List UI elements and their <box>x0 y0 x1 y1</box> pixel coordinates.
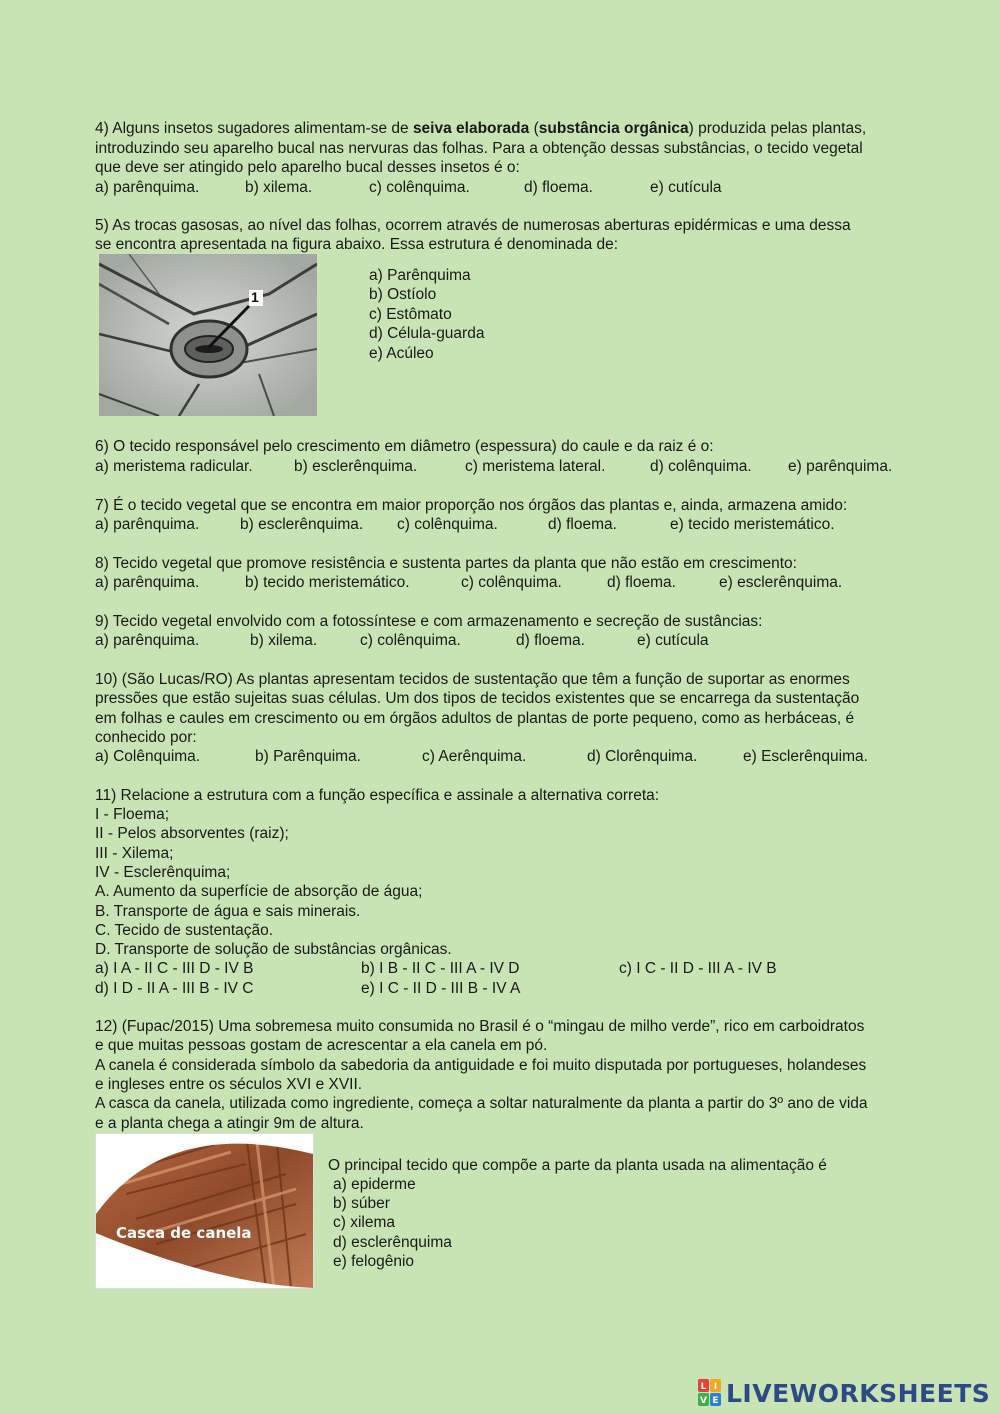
stomata-micrograph <box>99 254 317 416</box>
q10-line4: conhecido por: <box>95 729 197 746</box>
q11-item: A. Aumento da superfície de absorção de água; <box>95 883 423 900</box>
q10-line2: pressões que estão sujeitas suas células. Um dos tipos de tecidos existentes que se encarrega da sustentação <box>95 690 860 707</box>
logo-letter: I <box>713 1382 718 1392</box>
logo-letter: E <box>712 1396 719 1406</box>
q7-option-b[interactable]: b) esclerênquima. <box>240 516 364 533</box>
liveworksheets-logo[interactable] <box>698 1378 990 1408</box>
q7-line1: 7) É o tecido vegetal que se encontra em maior proporção nos órgãos das plantas e, ainda, armazena amido: <box>95 497 848 514</box>
q12-line: A canela é considerada símbolo da sabedoria da antiguidade e foi muito disputada por portugueses, holandeses <box>95 1057 867 1074</box>
q12-prompt: O principal tecido que compõe a parte da planta usada na alimentação é <box>328 1157 827 1174</box>
q8-option-d[interactable]: d) floema. <box>607 574 676 591</box>
q9-line1: 9) Tecido vegetal envolvido com a fotossíntese e com armazenamento e secreção de sustâncias: <box>95 613 763 630</box>
logo-text: LIVEWORKSHEETS <box>726 1378 991 1408</box>
q9-option-c[interactable]: c) colênquima. <box>360 632 461 649</box>
q10-option-d[interactable]: d) Clorênquima. <box>587 748 698 765</box>
q6-option-a[interactable]: a) meristema radicular. <box>95 458 253 475</box>
q11-option-e[interactable]: e) I C - II D - III B - IV A <box>361 980 521 997</box>
q11-line1: 11) Relacione a estrutura com a função específica e assinale a alternativa correta: <box>95 787 660 804</box>
q7-option-e[interactable]: e) tecido meristemático. <box>670 516 835 533</box>
q6-option-d[interactable]: d) colênquima. <box>650 458 752 475</box>
q8-option-b[interactable]: b) tecido meristemático. <box>245 574 410 591</box>
q10-option-b[interactable]: b) Parênquima. <box>255 748 361 765</box>
q10-line1: 10) (São Lucas/RO) As plantas apresentam tecidos de sustentação que têm a função de suportar as enormes <box>95 671 850 688</box>
q10-option-c[interactable]: c) Aerênquima. <box>422 748 527 765</box>
q11-item: IV - Esclerênquima; <box>95 864 231 881</box>
figure-marker: 1 <box>251 289 259 305</box>
q11-item: I - Floema; <box>95 806 170 823</box>
q12-option-e[interactable]: e) felogênio <box>333 1253 415 1270</box>
q8-line1: 8) Tecido vegetal que promove resistência e sustenta partes da planta que não estão em crescimento: <box>95 555 797 572</box>
q11-item: II - Pelos absorventes (raiz); <box>95 825 289 842</box>
q4-option-d[interactable]: d) floema. <box>524 179 593 196</box>
q12-option-d[interactable]: d) esclerênquima <box>333 1234 452 1251</box>
q8-option-c[interactable]: c) colênquima. <box>461 574 562 591</box>
q12-option-a[interactable]: a) epiderme <box>333 1176 416 1193</box>
q5-option-a[interactable]: a) Parênquima <box>369 267 471 284</box>
q6-option-b[interactable]: b) esclerênquima. <box>294 458 418 475</box>
q10-option-a[interactable]: a) Colênquima. <box>95 748 201 765</box>
q5-line1: 5) As trocas gasosas, ao nível das folhas, ocorrem através de numerosas aberturas epidérmicas e uma dessa <box>95 217 851 234</box>
q6-option-e[interactable]: e) parênquima. <box>788 458 893 475</box>
q12-line: e que muitas pessoas gostam de acrescentar a ela canela em pó. <box>95 1037 548 1054</box>
q4-line2: introduzindo seu aparelho bucal nas nervuras das folhas. Para a obtenção dessas substâncias, o tecido vegetal <box>95 140 863 157</box>
q11-item: C. Tecido de sustentação. <box>95 922 274 939</box>
q5-option-c[interactable]: c) Estômato <box>369 306 452 323</box>
q5-option-b[interactable]: b) Ostíolo <box>369 286 437 303</box>
q12-line: A casca da canela, utilizada como ingrediente, começa a soltar naturalmente da planta a partir do 3º ano de vida <box>95 1095 868 1112</box>
q10-line3: em folhas e caules em crescimento ou em órgãos adultos de plantas de porte pequeno, como as herbáceas, é <box>95 710 855 727</box>
q7-option-a[interactable]: a) parênquima. <box>95 516 200 533</box>
q4-option-c[interactable]: c) colênquima. <box>369 179 470 196</box>
q7-option-c[interactable]: c) colênquima. <box>397 516 498 533</box>
q9-option-a[interactable]: a) parênquima. <box>95 632 200 649</box>
q4-line3: que deve ser atingido pelo aparelho bucal desses insetos é o: <box>95 159 520 176</box>
figure-caption: Casca de canela <box>116 1224 252 1242</box>
q11-item: D. Transporte de solução de substâncias orgânicas. <box>95 941 452 958</box>
q11-item: B. Transporte de água e sais minerais. <box>95 903 361 920</box>
q4-option-b[interactable]: b) xilema. <box>245 179 313 196</box>
logo-letter: L <box>700 1382 707 1392</box>
q8-option-e[interactable]: e) esclerênquima. <box>719 574 843 591</box>
logo-letter: V <box>700 1396 707 1406</box>
cinnamon-bark-image <box>95 1133 314 1289</box>
q5-option-e[interactable]: e) Acúleo <box>369 345 434 362</box>
q8-option-a[interactable]: a) parênquima. <box>95 574 200 591</box>
q12-line: 12) (Fupac/2015) Uma sobremesa muito consumida no Brasil é o “mingau de milho verde”, rico em carboidratos <box>95 1018 865 1035</box>
q10-option-e[interactable]: e) Esclerênquima. <box>743 748 868 765</box>
q11-item: III - Xilema; <box>95 845 174 862</box>
q12-line: e ingleses entre os séculos XVI e XVII. <box>95 1076 363 1093</box>
q12-option-c[interactable]: c) xilema <box>333 1214 396 1231</box>
logo-icon <box>698 1379 722 1407</box>
q12-option-b[interactable]: b) súber <box>333 1195 390 1212</box>
q5-line2: se encontra apresentada na figura abaixo. Essa estrutura é denominada de: <box>95 236 619 253</box>
q11-option-d[interactable]: d) I D - II A - III B - IV C <box>95 980 254 997</box>
q4-option-a[interactable]: a) parênquima. <box>95 179 200 196</box>
q6-option-c[interactable]: c) meristema lateral. <box>465 458 606 475</box>
q9-option-e[interactable]: e) cutícula <box>637 632 709 649</box>
q11-option-c[interactable]: c) I C - II D - III A - IV B <box>619 960 777 977</box>
q4-option-e[interactable]: e) cutícula <box>650 179 722 196</box>
q9-option-d[interactable]: d) floema. <box>516 632 585 649</box>
q11-option-b[interactable]: b) I B - II C - III A - IV D <box>361 960 520 977</box>
q4-line1: 4) Alguns insetos sugadores alimentam-se de seiva elaborada (substância orgânica) produzida pelas plantas, <box>95 120 867 137</box>
q12-line: e a planta chega a atingir 9m de altura. <box>95 1115 364 1132</box>
q5-option-d[interactable]: d) Célula-guarda <box>369 325 485 342</box>
q11-option-a[interactable]: a) I A - II C - III D - IV B <box>95 960 254 977</box>
q9-option-b[interactable]: b) xilema. <box>250 632 318 649</box>
q6-line1: 6) O tecido responsável pelo crescimento em diâmetro (espessura) do caule e da raiz é o: <box>95 438 714 455</box>
q7-option-d[interactable]: d) floema. <box>548 516 617 533</box>
